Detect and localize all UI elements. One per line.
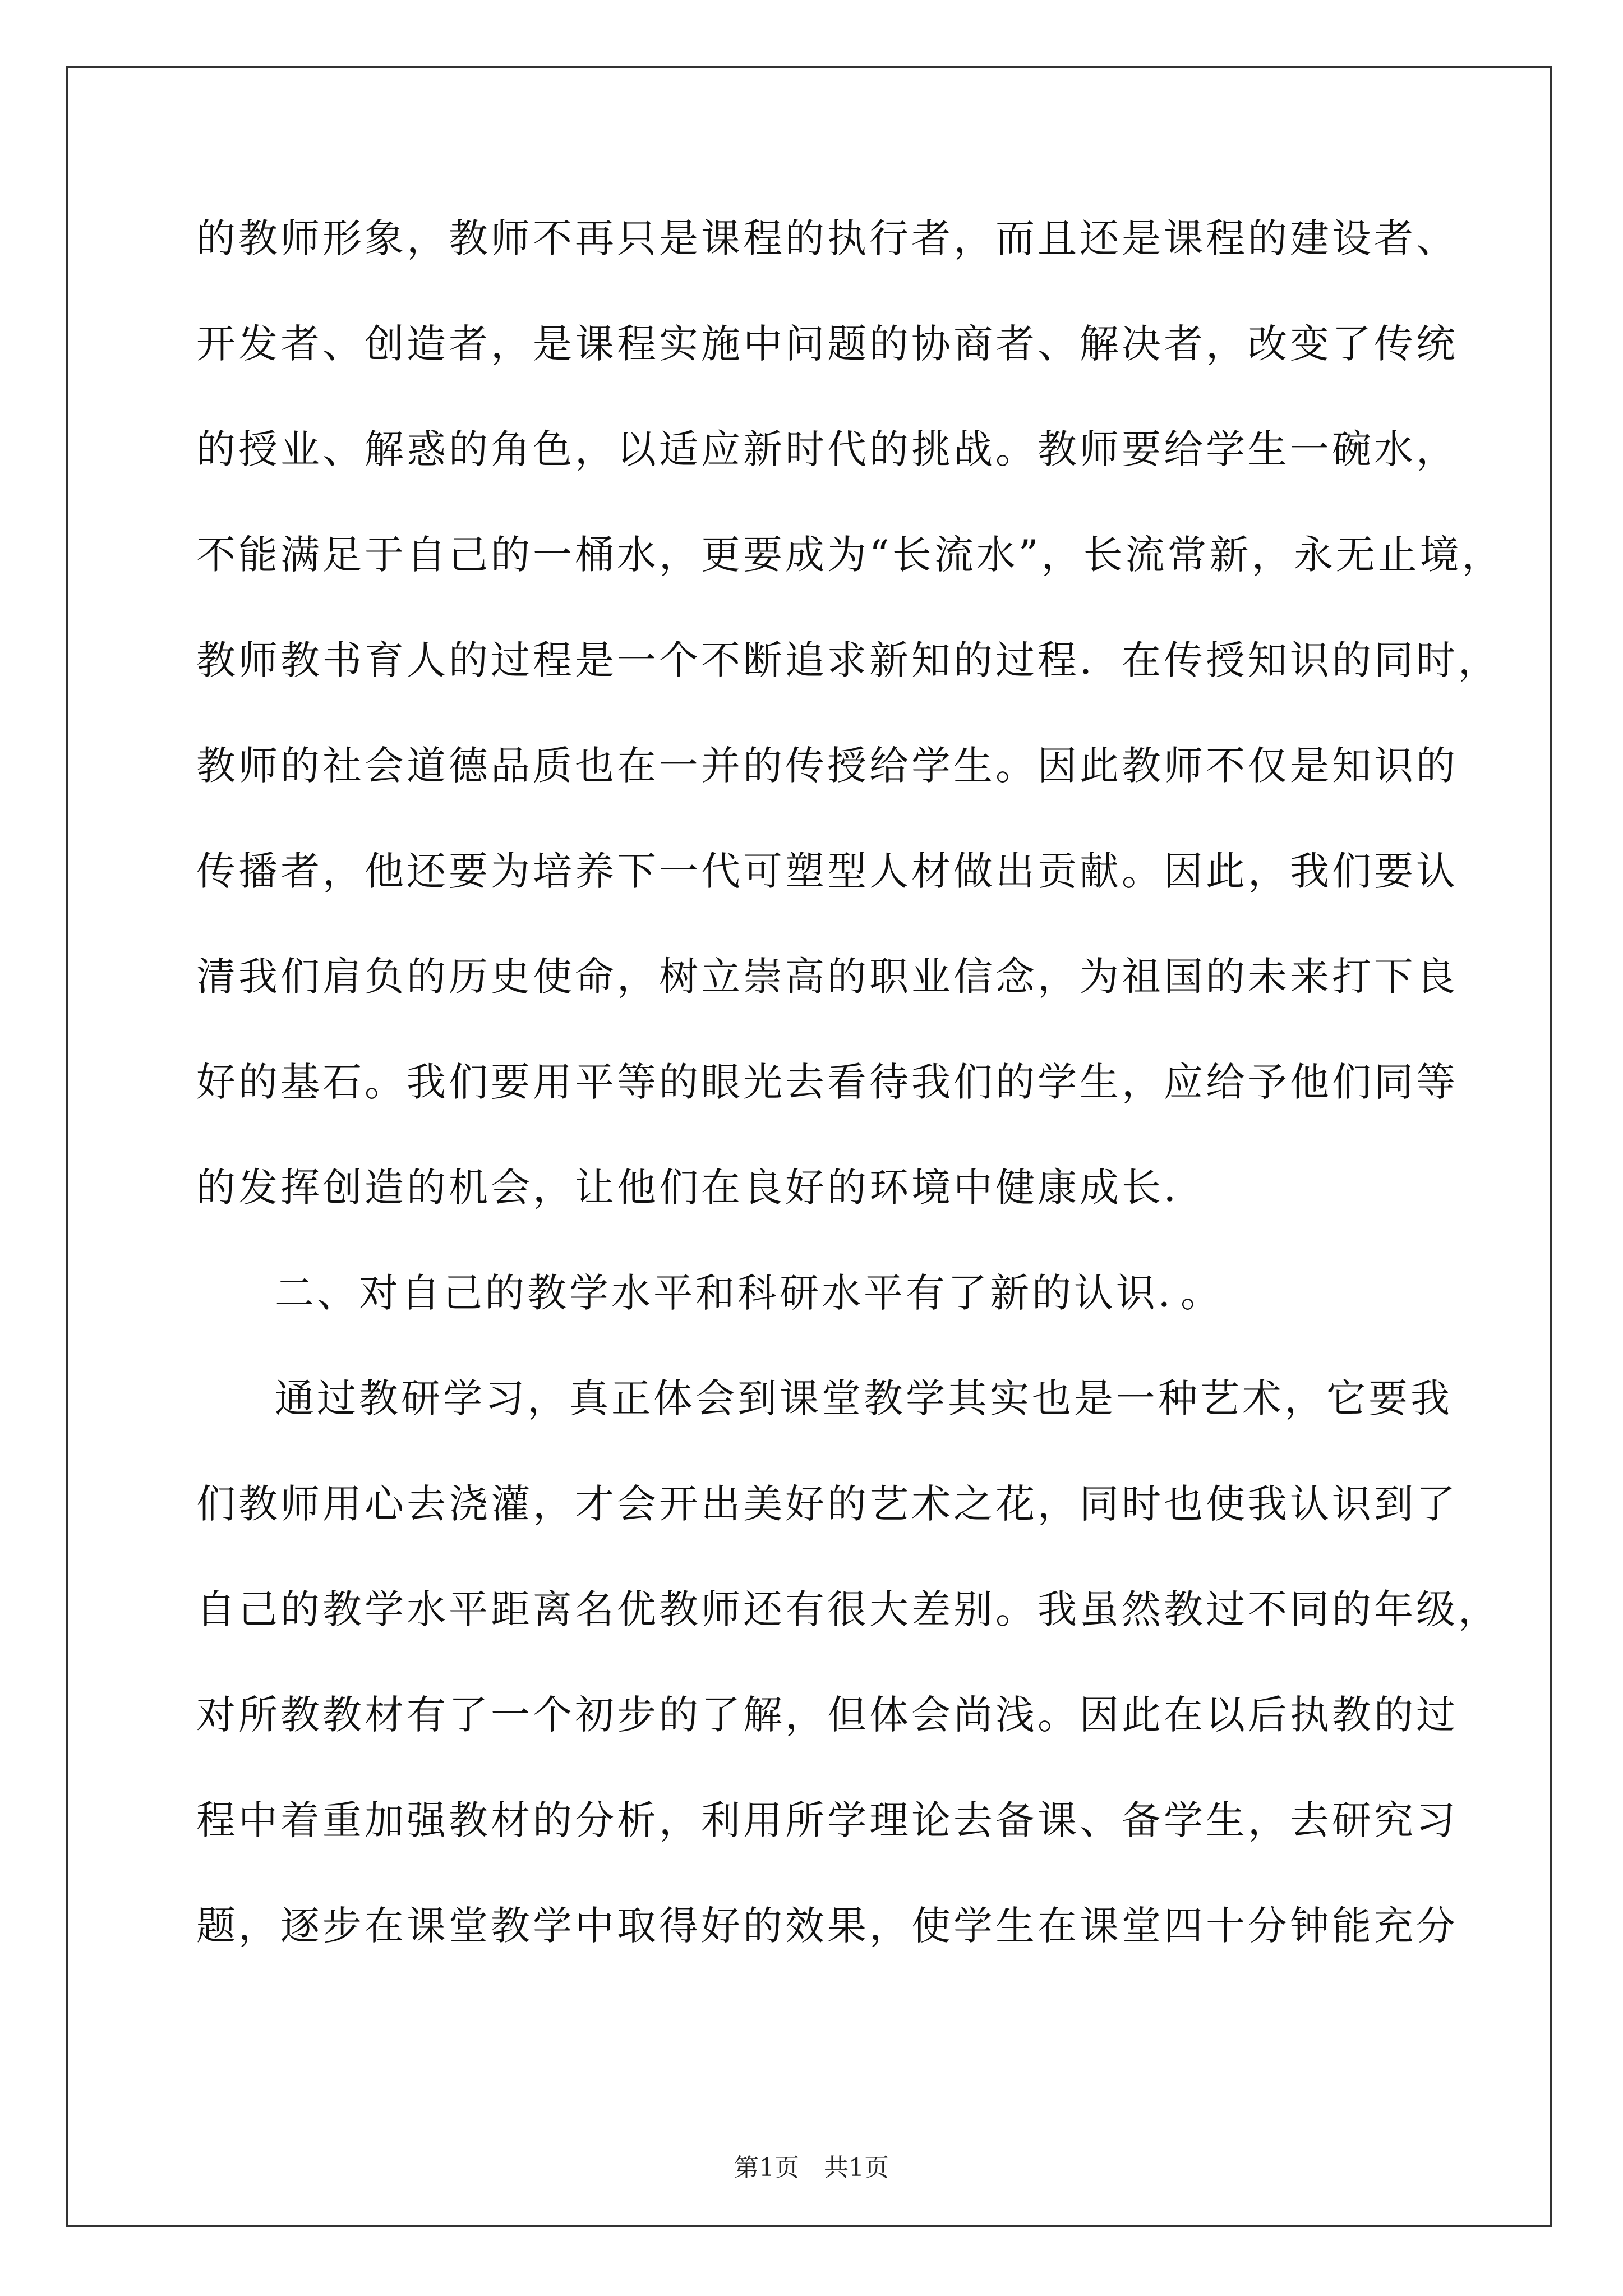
text-line: 不能满足于自己的一桶水，更要成为“长流水”，长流常新，永无止境， xyxy=(196,532,1504,578)
text-line: 的发挥创造的机会，让他们在良好的环境中健康成长． xyxy=(196,1165,1206,1211)
page-footer: 第1页 共1页 xyxy=(734,2154,889,2182)
text-line: 对所教教材有了一个初步的了解，但体会尚浅。因此在以后执教的过 xyxy=(196,1692,1458,1738)
text-line: 自己的教学水平距离名优教师还有很大差别。我虽然教过不同的年级， xyxy=(196,1586,1500,1632)
text-line: 教师教书育人的过程是一个不断追求新知的过程．在传授知识的同时， xyxy=(196,637,1500,683)
text-line: 程中着重加强教材的分析，利用所学理论去备课、备学生，去研究习 xyxy=(196,1797,1458,1843)
text-line: 题，逐步在课堂教学中取得好的效果，使学生在课堂四十分钟能充分 xyxy=(196,1903,1458,1949)
text-line: 开发者、创造者，是课程实施中问题的协商者、解决者，改变了传统 xyxy=(196,321,1458,367)
text-line: 们教师用心去浇灌，才会开出美好的艺术之花，同时也使我认识到了 xyxy=(196,1481,1458,1527)
text-line: 的授业、解惑的角色，以适应新时代的挑战。教师要给学生一碗水， xyxy=(196,426,1458,472)
text-line: 好的基石。我们要用平等的眼光去看待我们的学生，应给予他们同等 xyxy=(196,1059,1458,1105)
text-line: 清我们肩负的历史使命，树立崇高的职业信念，为祖国的未来打下良 xyxy=(196,954,1458,1000)
section-heading: 二、对自己的教学水平和科研水平有了新的认识．。 xyxy=(275,1270,1223,1316)
text-line: 教师的社会道德品质也在一并的传授给学生。因此教师不仅是知识的 xyxy=(196,743,1458,789)
paragraph-first-line: 通过教研学习，真正体会到课堂教学其实也是一种艺术，它要我 xyxy=(275,1375,1453,1421)
text-line: 传播者，他还要为培养下一代可塑型人材做出贡献。因此，我们要认 xyxy=(196,848,1458,894)
text-line: 的教师形象，教师不再只是课程的执行者，而且还是课程的建设者、 xyxy=(196,215,1458,261)
